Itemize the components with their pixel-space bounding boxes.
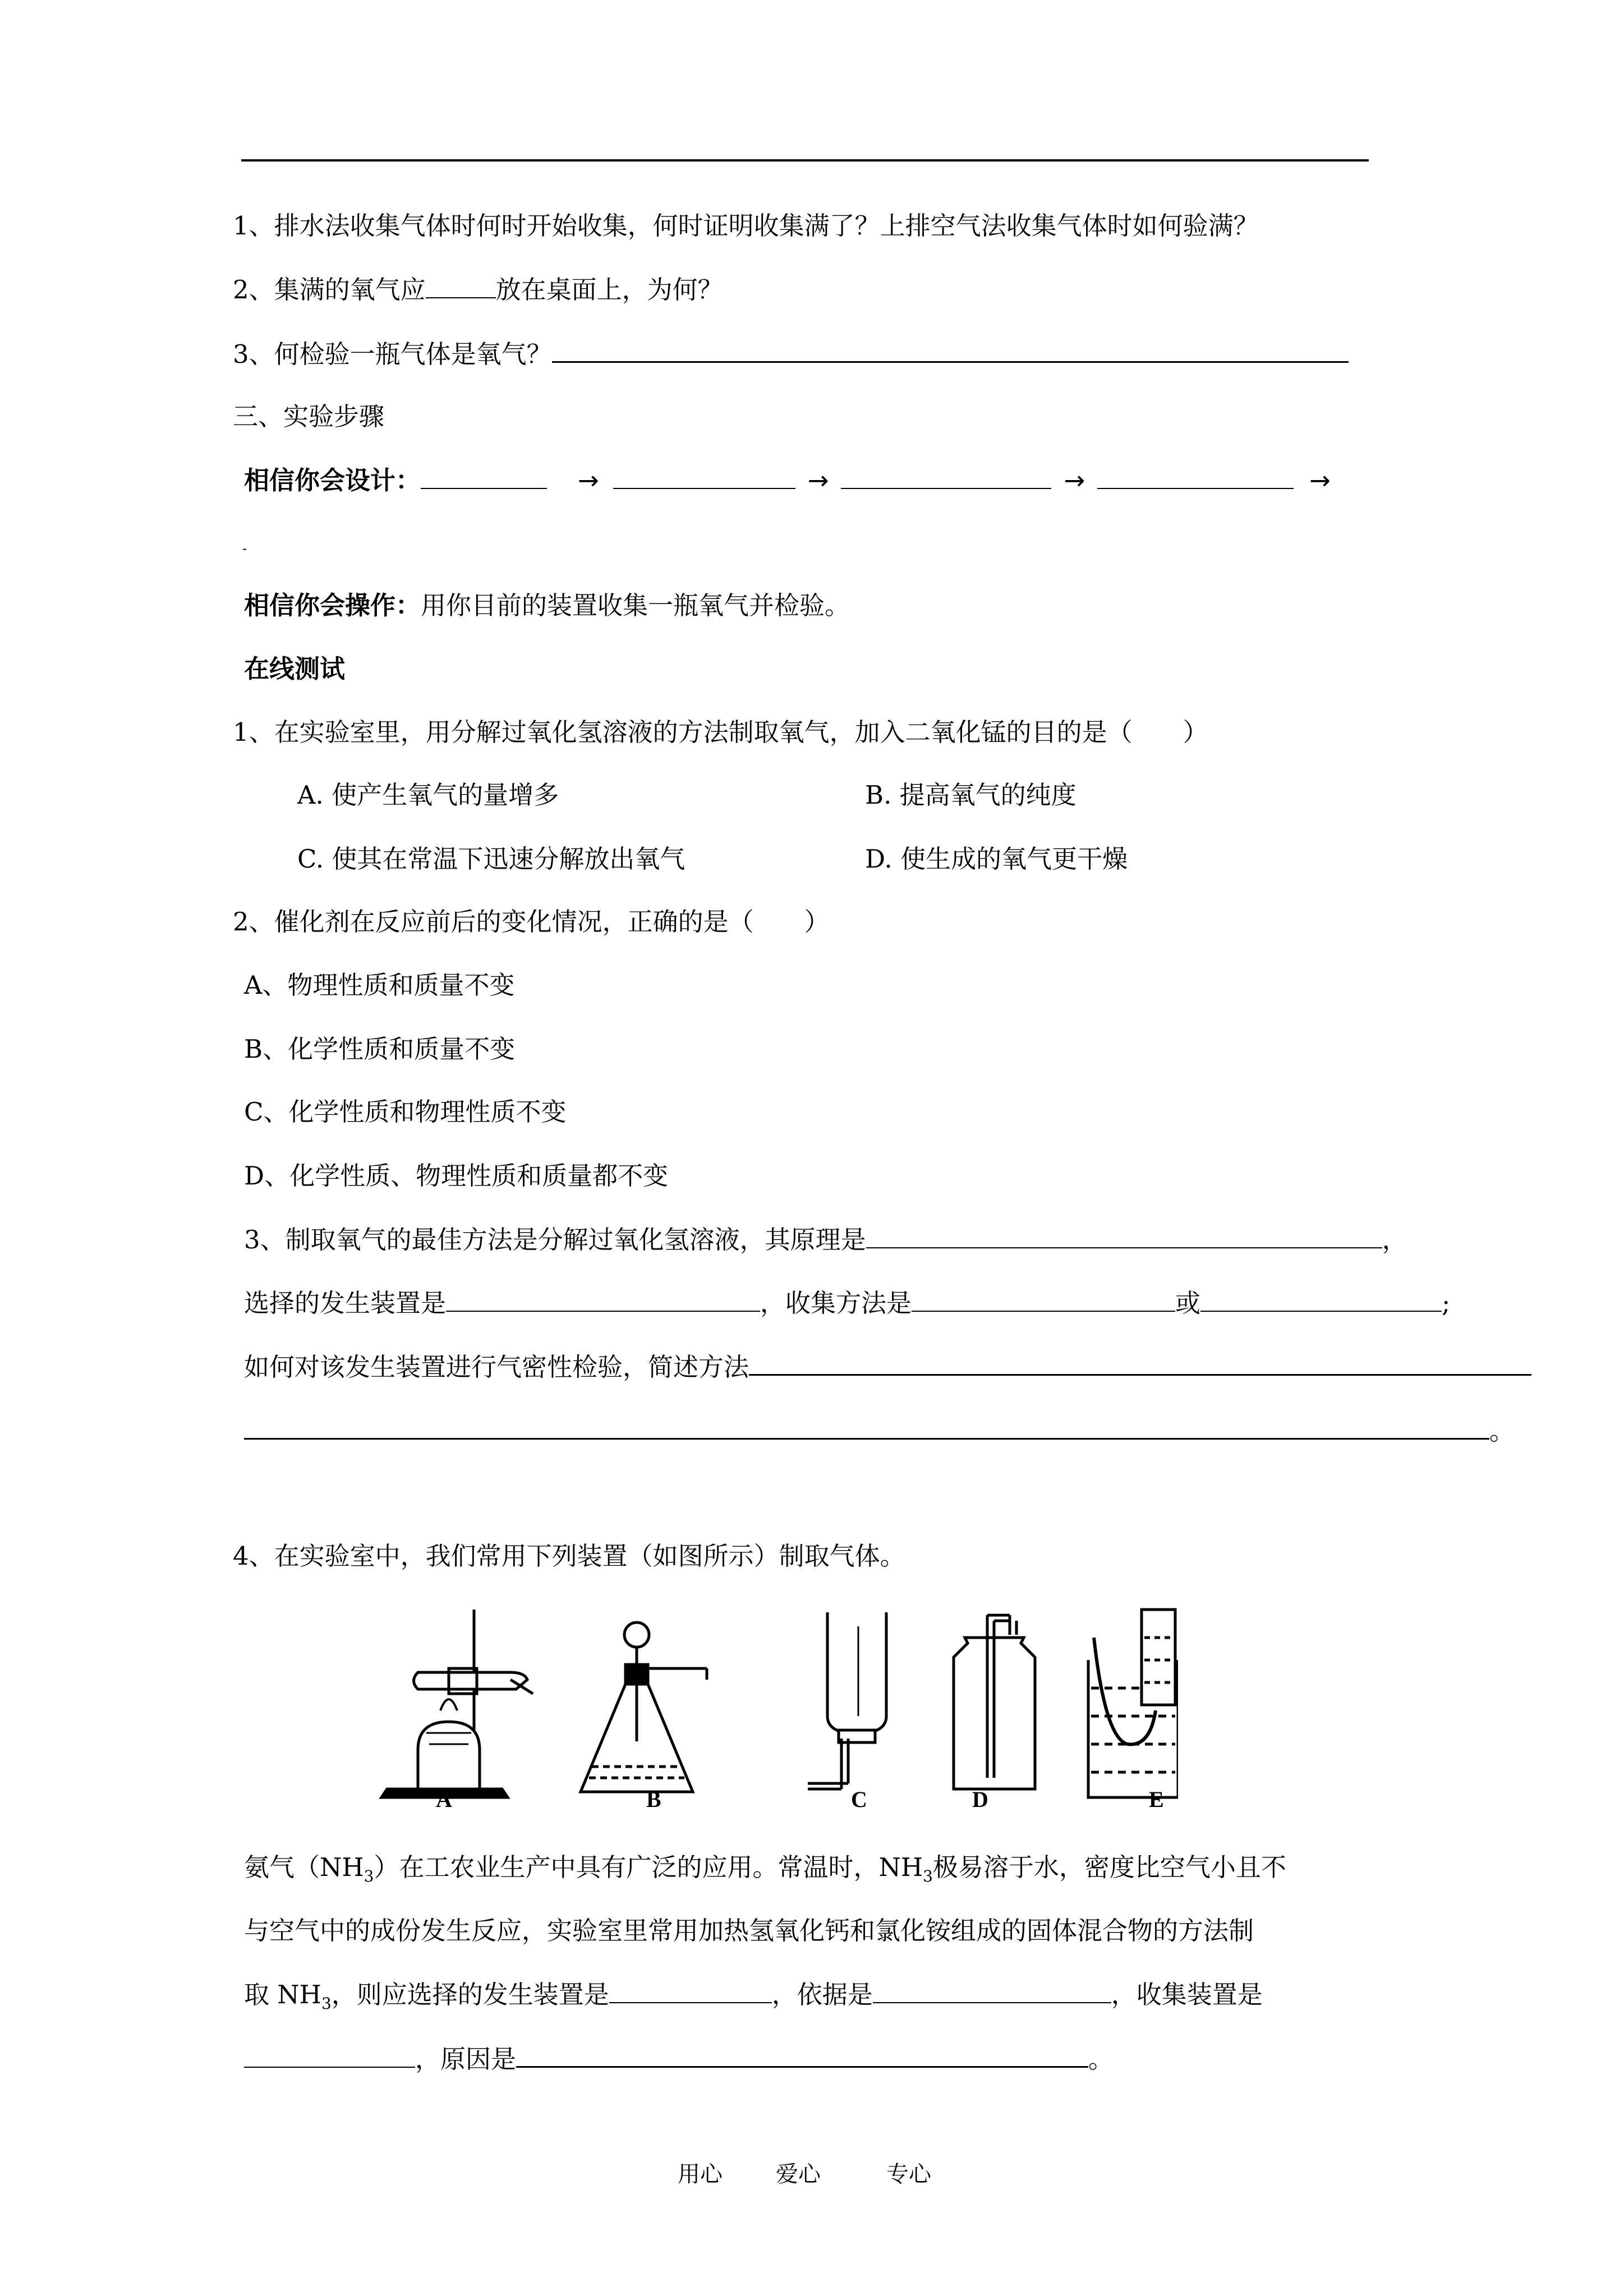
arrow-icon: → xyxy=(807,465,829,495)
figure-label-c: C xyxy=(851,1787,867,1812)
question-3-text: 3、何检验一瓶气体是氧气？ xyxy=(233,339,552,369)
paragraph-line-3 xyxy=(244,1977,1263,2021)
operate-text: 用你目前的装置收集一瓶氧气并检验。 xyxy=(421,591,850,620)
test-3-text: 选择的发生装置是 xyxy=(244,1288,447,1318)
test-1-option-d[interactable]: D. 使生成的氧气更干燥 xyxy=(865,844,1128,874)
question-2-text-b: 放在桌面上，为何？ xyxy=(495,275,723,305)
stray-dot: - xyxy=(242,541,247,556)
test-2: 2、催化剂在反应前后的变化情况，正确的是（ ） xyxy=(233,907,830,937)
answer-blank[interactable] xyxy=(1200,1286,1442,1312)
design-row xyxy=(244,463,1331,497)
test-3-line-2 xyxy=(244,1286,1450,1320)
question-2 xyxy=(233,273,723,307)
test-3-line-4 xyxy=(244,1413,1515,1448)
online-test-heading: 在线测试 xyxy=(244,654,346,684)
figure-label-a: A xyxy=(436,1787,452,1812)
figure-label-e: E xyxy=(1149,1787,1164,1812)
test-2-option-a[interactable]: A、物理性质和质量不变 xyxy=(244,970,515,1000)
test-3-text: 或 xyxy=(1175,1288,1201,1318)
answer-blank[interactable] xyxy=(841,463,1051,489)
paragraph-text: 取 NH xyxy=(244,1980,321,2009)
paragraph-text: ，则应选择的发生装置是 xyxy=(331,1980,609,2009)
test-2-option-b[interactable]: B、化学性质和质量不变 xyxy=(244,1034,516,1064)
answer-blank[interactable] xyxy=(421,463,547,489)
answer-blank[interactable] xyxy=(244,2042,415,2068)
header-rule xyxy=(241,159,1369,162)
answer-blank[interactable] xyxy=(426,273,496,298)
answer-blank[interactable] xyxy=(749,1349,1531,1376)
paragraph-text: 极易溶于水，密度比空气小且不 xyxy=(932,1852,1286,1882)
arrow-icon: → xyxy=(578,465,599,495)
test-3-line-1 xyxy=(244,1223,1407,1257)
operate-row xyxy=(244,589,850,623)
test-2-option-d[interactable]: D、化学性质、物理性质和质量都不变 xyxy=(244,1161,669,1191)
question-2-text-a: 2、集满的氧气应 xyxy=(233,275,426,305)
arrow-icon: → xyxy=(1309,465,1331,495)
paragraph-text: ，收集装置是 xyxy=(1111,1980,1263,2009)
apparatus-b xyxy=(581,1622,707,1792)
test-1-option-c[interactable]: C. 使其在常温下迅速分解放出氧气 xyxy=(297,844,686,874)
figure-label-d: D xyxy=(972,1787,988,1812)
paragraph-text: ）在工农业生产中具有广泛的应用。常温时，NH xyxy=(374,1852,923,1882)
answer-blank[interactable] xyxy=(912,1286,1175,1312)
apparatus-a xyxy=(381,1610,533,1797)
answer-blank[interactable] xyxy=(609,1977,772,2003)
test-3-semicolon: ; xyxy=(1442,1288,1451,1318)
paragraph-period: 。 xyxy=(1088,2044,1114,2074)
section-heading: 三、实验步骤 xyxy=(233,402,385,431)
lab-apparatus-figure xyxy=(365,1604,1178,1828)
subscript: 3 xyxy=(923,1867,933,1885)
answer-blank[interactable] xyxy=(613,463,795,489)
answer-blank[interactable] xyxy=(1097,463,1294,489)
answer-blank[interactable] xyxy=(516,2041,1088,2068)
paragraph-line-1 xyxy=(244,1851,1286,1893)
operate-label: 相信你会操作： xyxy=(244,591,421,620)
test-1-option-a[interactable]: A. 使产生氧气的量增多 xyxy=(297,780,559,810)
subscript: 3 xyxy=(364,1867,374,1885)
subscript: 3 xyxy=(321,1994,332,2013)
test-4: 4、在实验室中，我们常用下列装置（如图所示）制取气体。 xyxy=(233,1541,905,1571)
paragraph-text: 氨气（NH xyxy=(244,1852,364,1882)
figure-label-b: B xyxy=(646,1787,661,1812)
footer-item: 爱心 xyxy=(776,2161,821,2187)
test-3-line-3 xyxy=(244,1349,1531,1384)
footer-item: 专心 xyxy=(886,2161,931,2187)
answer-blank[interactable] xyxy=(446,1286,760,1312)
answer-blank[interactable] xyxy=(552,336,1349,363)
design-label: 相信你会设计： xyxy=(244,465,421,495)
test-1-option-b[interactable]: B. 提高氧气的纯度 xyxy=(865,780,1076,810)
test-3-text: 如何对该发生装置进行气密性检验，简述方法 xyxy=(244,1352,749,1382)
apparatus-c xyxy=(808,1612,886,1789)
question-1: 1、排水法收集气体时何时开始收集，何时证明收集满了？上排空气法收集气体时如何验满？ xyxy=(233,211,1259,241)
paragraph-text: ，依据是 xyxy=(771,1980,873,2009)
test-3-comma: ， xyxy=(1382,1225,1407,1255)
apparatus-e xyxy=(1088,1610,1178,1797)
answer-blank[interactable] xyxy=(873,1977,1111,2003)
test-3-text: 3、制取氧气的最佳方法是分解过氧化氢溶液，其原理是 xyxy=(244,1225,866,1255)
answer-blank[interactable] xyxy=(866,1223,1382,1248)
answer-blank[interactable] xyxy=(244,1413,1489,1440)
arrow-icon: → xyxy=(1064,465,1085,495)
paragraph-line-4 xyxy=(244,2041,1114,2076)
question-3 xyxy=(233,336,1349,371)
test-3-text: ，收集方法是 xyxy=(760,1288,912,1318)
test-1: 1、在实验室里，用分解过氧化氢溶液的方法制取氧气，加入二氧化锰的目的是（ ） xyxy=(233,717,1208,747)
footer-item: 用心 xyxy=(678,2161,723,2187)
paragraph-text: ，原因是 xyxy=(415,2044,517,2074)
apparatus-d xyxy=(954,1615,1035,1789)
paragraph-line-2: 与空气中的成份发生反应，实验室里常用加热氢氧化钙和氯化铵组成的固体混合物的方法制 xyxy=(244,1916,1254,1945)
test-3-period: 。 xyxy=(1489,1416,1515,1446)
test-2-option-c[interactable]: C、化学性质和物理性质不变 xyxy=(244,1097,567,1127)
